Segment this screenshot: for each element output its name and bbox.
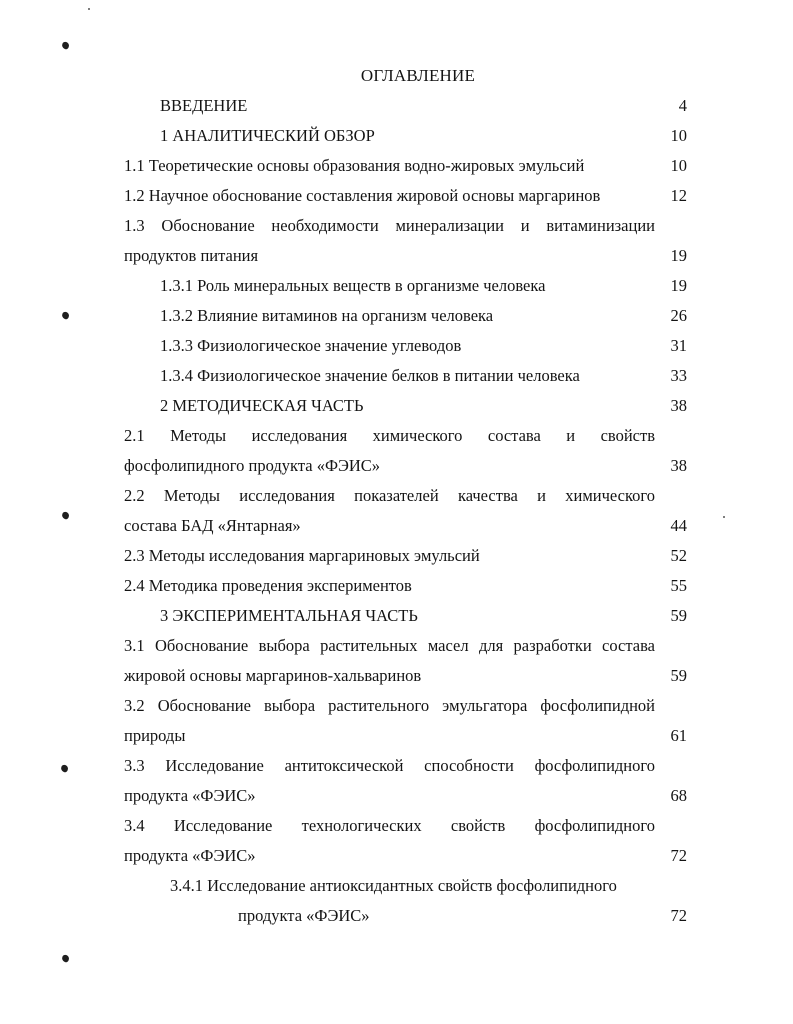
- toc-entry-text: 2.3 Методы исследования маргариновых эмульсий: [124, 546, 480, 565]
- toc-entry-text: 3.1 Обоснование выбора растительных масел для разработки состава: [124, 636, 655, 655]
- toc-entry-text: продукта «ФЭИС»: [124, 846, 256, 865]
- toc-entry-text: природы: [124, 726, 186, 745]
- toc-entry-text: 1.3.4 Физиологическое значение белков в питании человека: [160, 366, 580, 385]
- toc-entry-text: 3.2 Обоснование выбора растительного эмульгатора фосфолипидной: [124, 696, 655, 715]
- toc-entry-text: фосфолипидного продукта «ФЭИС»: [124, 456, 381, 475]
- toc-entry-page: 10: [670, 156, 687, 175]
- toc-entry-text: ВВЕДЕНИЕ: [160, 96, 248, 115]
- toc-entry-page: 26: [670, 306, 687, 325]
- toc-entry-page: 61: [670, 726, 687, 745]
- toc-entry-page: 72: [670, 906, 687, 925]
- toc-entry-text: 1.3 Обоснование необходимости минерализации и витаминизации: [124, 216, 655, 235]
- toc-entry-page: 59: [670, 606, 687, 625]
- toc-entry-text: 2.2 Методы исследования показателей качества и химического: [124, 486, 655, 505]
- scan-mark: [60, 764, 69, 773]
- toc-entry-page: 10: [670, 126, 687, 145]
- toc-entry-text: 2.1 Методы исследования химического состава и свойств: [124, 426, 655, 445]
- toc-entry-page: 19: [670, 276, 687, 295]
- scan-speck: [88, 8, 90, 10]
- scan-mark: [61, 41, 70, 50]
- toc-entry-page: 52: [670, 546, 687, 565]
- toc-entry-text: 3.3 Исследование антитоксической способности фосфолипидного: [124, 756, 655, 775]
- toc-entry-text: состава БАД «Янтарная»: [124, 516, 301, 535]
- toc-entry-page: 38: [670, 396, 687, 415]
- toc-entry-text: 1 АНАЛИТИЧЕСКИЙ ОБЗОР: [160, 126, 375, 145]
- toc-entry-page: 38: [670, 456, 687, 475]
- toc-entry-text: 3.4 Исследование технологических свойств фосфолипидного: [124, 816, 655, 835]
- scan-mark: [61, 954, 70, 963]
- page-title: ОГЛАВЛЕНИЕ: [360, 66, 476, 85]
- toc-entry-page: 19: [670, 246, 687, 265]
- toc-entry-page: 33: [670, 366, 687, 385]
- toc-entry-text: продуктов питания: [124, 246, 259, 265]
- toc-entry-page: 12: [670, 186, 687, 205]
- toc-entry-page: 55: [670, 576, 687, 595]
- toc-entry-page: 31: [670, 336, 687, 355]
- toc-entry-text: жировой основы маргаринов-хальваринов: [124, 666, 422, 685]
- toc-entry-text: 1.3.1 Роль минеральных веществ в организме человека: [160, 276, 546, 295]
- toc-entry-text: 1.3.2 Влияние витаминов на организм человека: [160, 306, 494, 325]
- toc-entry-text: 1.3.3 Физиологическое значение углеводов: [160, 336, 462, 355]
- scan-mark: [61, 511, 70, 520]
- toc-entry-text: 2.4 Методика проведения экспериментов: [124, 576, 412, 595]
- toc-entry-text: 1.1 Теоретические основы образования водно-жировых эмульсий: [124, 156, 585, 175]
- scan-mark: [61, 311, 70, 320]
- toc-entry-page: 68: [670, 786, 687, 805]
- toc-entry-text: продукта «ФЭИС»: [238, 906, 370, 925]
- toc-entry-text: 3.4.1 Исследование антиоксидантных свойств фосфолипидного: [170, 876, 617, 895]
- toc-entry-text: 1.2 Научное обоснование составления жировой основы маргаринов: [124, 186, 601, 205]
- toc-entry-page: 44: [670, 516, 687, 535]
- toc-entry-text: 2 МЕТОДИЧЕСКАЯ ЧАСТЬ: [160, 396, 364, 415]
- toc-entry-text: продукта «ФЭИС»: [124, 786, 256, 805]
- toc-entry-page: 4: [678, 96, 687, 115]
- scan-speck: [723, 516, 725, 518]
- toc-entry-text: 3 ЭКСПЕРИМЕНТАЛЬНАЯ ЧАСТЬ: [160, 606, 418, 625]
- toc-entry-page: 72: [670, 846, 687, 865]
- toc-entry-page: 59: [670, 666, 687, 685]
